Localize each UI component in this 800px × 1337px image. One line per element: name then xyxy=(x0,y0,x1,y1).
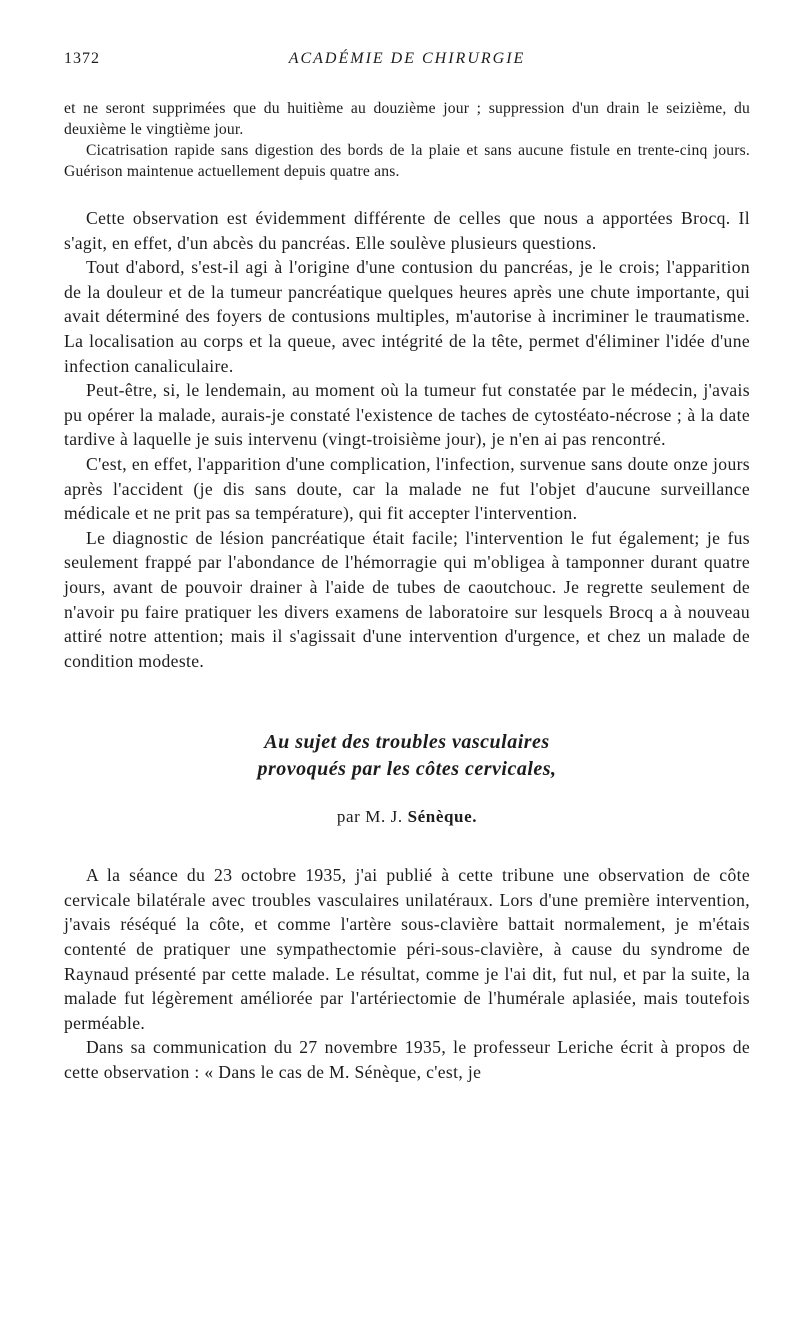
body-paragraph: Cette observation est évidemment différente de celles que nous a apportées Brocq. Il s'agit, en effet, d'un abcès du pancréas. Elle soulève plusieurs questions. xyxy=(64,208,750,253)
case-note-paragraph: Cicatrisation rapide sans digestion des bords de la plaie et sans aucune fistule en trente-cinq jours. Guérison maintenue actuellement depuis quatre ans. xyxy=(64,142,750,180)
author-prefix: par M. J. xyxy=(336,807,403,827)
article-title-line-1: Au sujet des troubles vasculaires xyxy=(264,731,550,754)
page-number: 1372 xyxy=(64,50,100,67)
body-paragraph: C'est, en effet, l'apparition d'une complication, l'infection, survenue sans doute onze jours après l'accident (je dis sans doute, car la malade ne fut l'objet d'aucune surveillance médicale et ne prit pas sa température), qui fit accepter l'intervention. xyxy=(64,453,750,524)
body-paragraph: Tout d'abord, s'est-il agi à l'origine d'une contusion du pancréas, je le crois; l'apparition de la douleur et de la tumeur pancréatique quelques heures après une chute importante, qui avait déterminé des foyers de contusions multiples, m'autorise à incriminer le traumatisme. La localisation au corps et la queue, avec intégrité de la tête, permet d'éliminer l'idée d'une infection canaliculaire. xyxy=(64,257,750,376)
commentary xyxy=(64,206,750,673)
page-header xyxy=(64,50,750,76)
document-page xyxy=(64,50,750,1085)
body-paragraph: Dans sa communication du 27 novembre 1935, le professeur Leriche écrit à propos de cette observation : « Dans le cas de M. Sénèque, c'est, je xyxy=(64,1037,750,1083)
body-paragraph: Le diagnostic de lésion pancréatique était facile; l'intervention le fut également; je fus seulement frappé par l'abondance de l'hémorragie qui m'obligea à tamponner durant quatre jours, avant de pouvoir drainer à l'aide de tubes de caoutchouc. Je regrette seulement de n'avoir pu faire pratiquer les divers examens de laboratoire sur lesquels Brocq a à nouveau attiré notre attention; mais il s'agissait d'une intervention d'urgence, et chez un malade de condition modeste. xyxy=(64,527,750,671)
author-name: Sénèque. xyxy=(407,807,478,827)
body-paragraph: Peut-être, si, le lendemain, au moment où la tumeur fut constatée par le médecin, j'avais pu opérer la malade, aurais-je constaté l'existence de taches de cytostéato-nécrose ; à la date tardive à laquelle je suis intervenu (vingt-troisième jour), je n'en ai pas rencontré. xyxy=(64,380,750,450)
case-note-paragraph: et ne seront supprimées que du huitième au douzième jour ; suppression d'un drain le seizième, du deuxième le vingtième jour. xyxy=(64,100,750,138)
article-title-line-2: provoqués par les côtes cervicales, xyxy=(257,758,557,781)
case-notes xyxy=(64,98,750,182)
body-paragraph: A la séance du 23 octobre 1935, j'ai publié à cette tribune une observation de côte cervicale bilatérale avec troubles vasculaires unilatéraux. Lors d'une première intervention, j'avais réséqué la côte, et comme l'artère sous-clavière battait normalement, je m'étais contenté de pratiquer une sympathectomie péri-sous-clavière, à cause du syndrome de Raynaud présenté par cette malade. Le résultat, comme je l'ai dit, fut nul, et par la suite, la malade fut légèrement améliorée par l'artériectomie de l'humérale aplasiée, mais toutefois perméable. xyxy=(64,865,750,1033)
running-title: ACADÉMIE DE CHIRURGIE xyxy=(288,50,526,67)
article-body xyxy=(64,863,750,1084)
author-line xyxy=(64,807,750,827)
article-heading xyxy=(64,729,750,827)
